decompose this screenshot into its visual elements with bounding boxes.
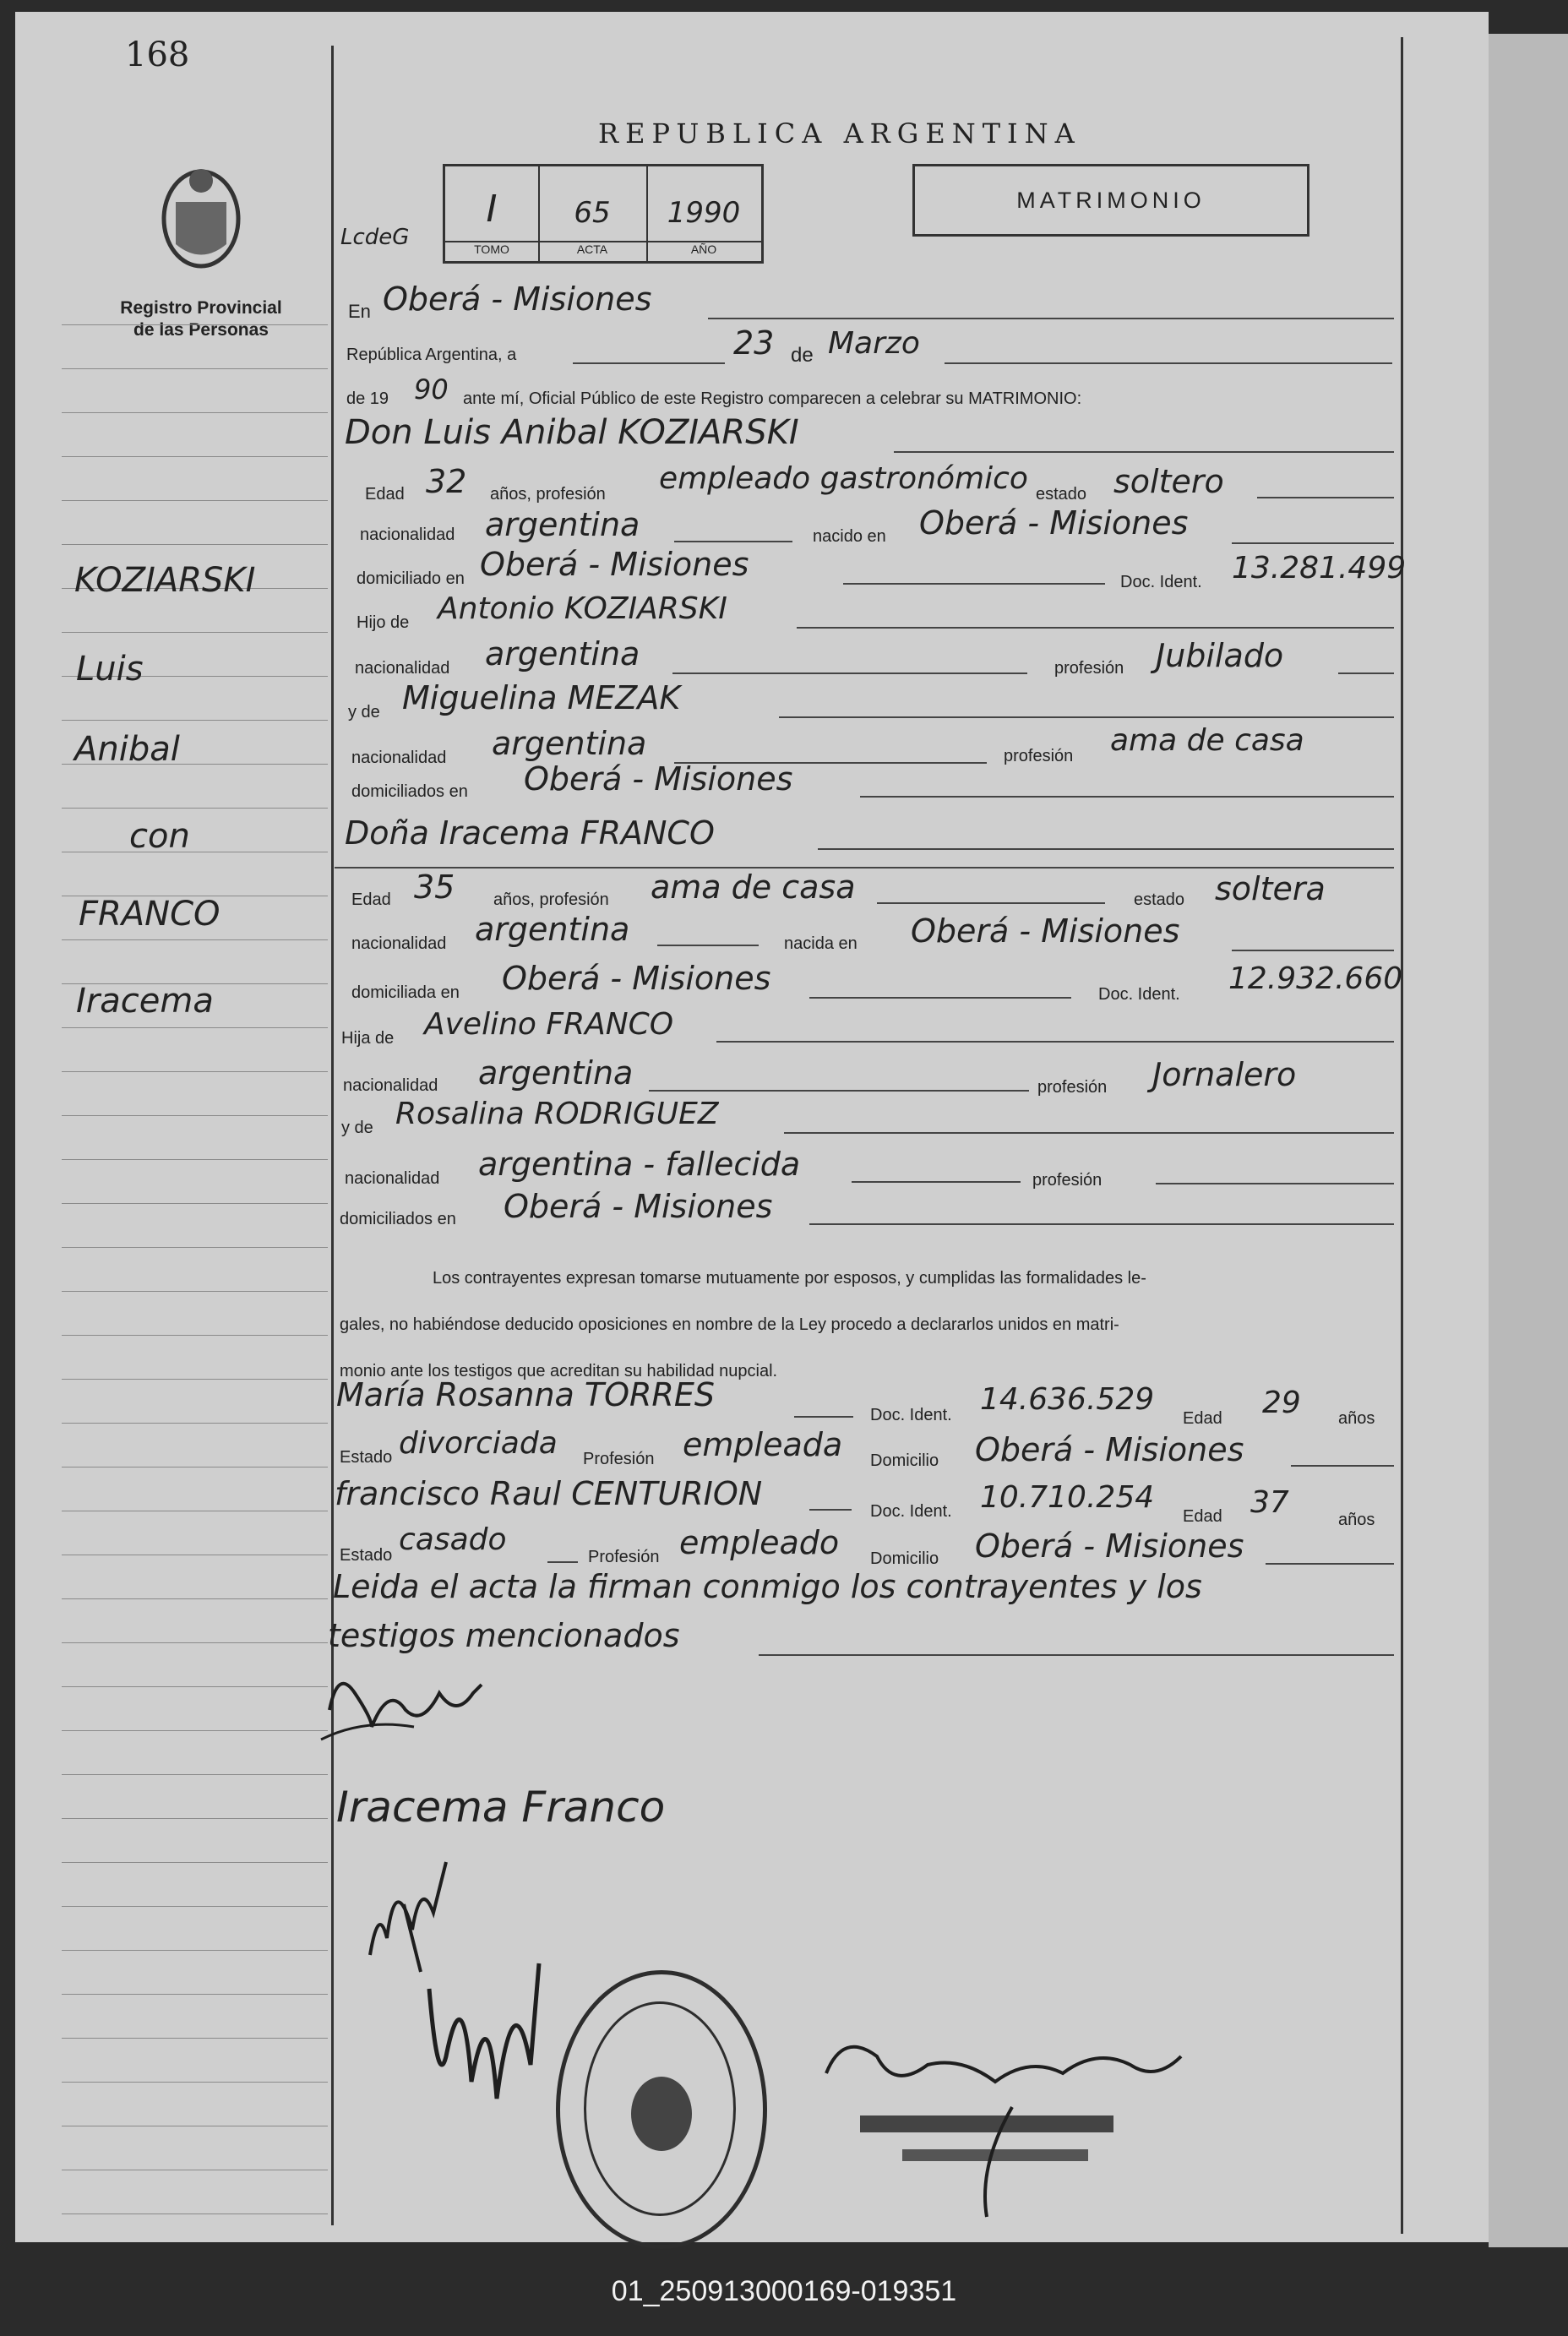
- profesion-label: profesión: [1032, 1171, 1102, 1190]
- registry-line2: de las Personas: [133, 320, 269, 340]
- groom-name: Don Luis Anibal KOZIARSKI: [345, 413, 799, 452]
- witness1-document: 14.636.529: [980, 1382, 1155, 1417]
- book-reference: [443, 164, 764, 264]
- ledger-rule: [62, 1291, 328, 1292]
- ledger-rule: [62, 2038, 328, 2039]
- witness1-name: María Rosanna TORRES: [336, 1376, 715, 1413]
- yde-label: y de: [341, 1119, 373, 1137]
- bride-domicile: Oberá - Misiones: [502, 960, 771, 997]
- ledger-rule: [62, 1950, 328, 1951]
- ledger-rule: [62, 1598, 328, 1599]
- margin-rule: [331, 46, 334, 2225]
- declaration-line1: Los contrayentes expresan tomarse mutuamente por esposos, y cumplidas las formalidades le-: [433, 1269, 1146, 1288]
- ledger-rule: [62, 1247, 328, 1248]
- groom-domicile: Oberá - Misiones: [480, 546, 749, 583]
- margin-bride-name: Iracema: [76, 982, 214, 1021]
- doc-label: Doc. Ident.: [1098, 985, 1180, 1004]
- day-value: 23: [733, 324, 775, 362]
- bride-father-profession: Jornalero: [1152, 1056, 1297, 1093]
- page-number: 168: [125, 35, 190, 74]
- bride-father: Avelino FRANCO: [424, 1007, 674, 1042]
- domicilio-label: Domicilio: [870, 1451, 939, 1470]
- ledger-rule: [62, 544, 328, 545]
- domiciliados-label: domiciliados en: [351, 782, 468, 801]
- ledger-rule: [62, 1423, 328, 1424]
- mother-profession: ama de casa: [1110, 723, 1304, 758]
- edad-label: Edad: [365, 485, 405, 504]
- domiciliada-label: domiciliada en: [351, 983, 460, 1002]
- yde-label: y de: [348, 703, 380, 721]
- estado-label: estado: [1134, 890, 1185, 909]
- bride-age: 35: [414, 869, 455, 906]
- nacido-label: nacido en: [813, 527, 886, 546]
- groom-birthplace: Oberá - Misiones: [919, 504, 1189, 542]
- ano-label: AÑO: [690, 242, 717, 256]
- ledger-rule: [62, 1730, 328, 1731]
- country-title: REPUBLICA ARGENTINA: [598, 117, 1081, 150]
- groom-nationality: argentina: [485, 506, 640, 543]
- bride-estado: soltera: [1215, 870, 1326, 907]
- edad-label: Edad: [1183, 1507, 1222, 1526]
- witness2-age: 37: [1250, 1485, 1289, 1520]
- acta-value: 65: [574, 196, 611, 230]
- ledger-rule: [62, 632, 328, 633]
- father-profession: Jubilado: [1156, 637, 1284, 674]
- groom-signature: [313, 1659, 515, 1752]
- doc-label: Doc. Ident.: [870, 1502, 952, 1521]
- hija-label: Hija de: [341, 1029, 395, 1048]
- groom-mother: Miguelina MEZAK: [402, 679, 681, 716]
- image-filename: 01_250913000169-019351: [611, 2275, 957, 2307]
- declaration-line2: gales, no habiéndose deducido oposiciones en nombre de la Ley procedo a declararlos unidos en matri-: [340, 1315, 1119, 1334]
- bride-signature: Iracema Franco: [336, 1783, 666, 1832]
- doc-label: Doc. Ident.: [870, 1406, 952, 1424]
- anos-label: años: [1338, 1409, 1375, 1428]
- ledger-rule: [62, 1862, 328, 1863]
- bride-mother: Rosalina RODRIGUEZ: [395, 1097, 719, 1131]
- ledger-rule: [62, 1071, 328, 1072]
- stamp-seal-icon: [619, 2067, 704, 2160]
- anos-prof-label: años, profesión: [490, 485, 606, 504]
- witness2-estado: casado: [399, 1522, 507, 1557]
- estado-label: estado: [1036, 485, 1087, 504]
- nacida-label: nacida en: [784, 934, 858, 953]
- witness1-estado: divorciada: [399, 1426, 558, 1461]
- witness2-name: francisco Raul CENTURION: [335, 1475, 763, 1512]
- ledger-rule: [62, 1818, 328, 1819]
- groom-estado: soltero: [1113, 463, 1224, 500]
- declaration-line3: monio ante los testigos que acreditan su habilidad nupcial.: [340, 1362, 778, 1380]
- bride-birthplace: Oberá - Misiones: [911, 912, 1180, 950]
- nac-label: nacionalidad: [351, 934, 447, 953]
- nac-label: nacionalidad: [360, 525, 455, 544]
- rep-label: República Argentina, a: [346, 346, 517, 364]
- ledger-rule: [62, 2082, 328, 2083]
- bride-parents-domicile: Oberá - Misiones: [504, 1188, 773, 1225]
- nac-label: nacionalidad: [351, 749, 447, 767]
- officer-signature: [809, 2023, 1215, 2225]
- registry-stamp: [556, 1970, 767, 2249]
- act-type-box: [912, 164, 1309, 237]
- witness1-age: 29: [1262, 1386, 1301, 1420]
- groom-profession: empleado gastronómico: [659, 461, 1028, 496]
- ledger-rule: [62, 1686, 328, 1687]
- groom-parents-domicile: Oberá - Misiones: [524, 760, 793, 798]
- estado-label-w: Estado: [340, 1448, 393, 1467]
- ledger-rule: [62, 720, 328, 721]
- edad-label: Edad: [1183, 1409, 1222, 1428]
- nac-label: nacionalidad: [343, 1076, 438, 1095]
- groom-age: 32: [426, 463, 467, 500]
- ledger-rule: [62, 500, 328, 501]
- witness2-profession: empleado: [679, 1524, 840, 1561]
- domiciliados-label: domiciliados en: [340, 1210, 456, 1228]
- intro-text: ante mí, Oficial Público de este Registro comparecen a celebrar su MATRIMONIO:: [463, 389, 1082, 408]
- nac-label: nacionalidad: [345, 1169, 440, 1188]
- ledger-rule: [62, 1159, 328, 1160]
- estado-label-w: Estado: [340, 1546, 393, 1565]
- ledger-rule: [62, 2213, 328, 2214]
- acta-label: ACTA: [576, 242, 608, 256]
- place-value: Oberá - Misiones: [383, 280, 652, 318]
- anos-label: años: [1338, 1511, 1375, 1529]
- profesion-label: profesión: [1037, 1078, 1108, 1097]
- registry-label: [108, 297, 294, 341]
- ledger-rule: [62, 1994, 328, 1995]
- ledger-rule: [62, 456, 328, 457]
- edad-label: Edad: [351, 890, 391, 909]
- coat-of-arms-icon: [150, 160, 252, 286]
- profesion-label-w: Profesión: [583, 1450, 655, 1468]
- bride-nationality: argentina: [475, 911, 630, 948]
- profesion-label: profesión: [1004, 747, 1074, 765]
- de-label: de: [791, 344, 814, 367]
- profesion-label: profesión: [1054, 659, 1124, 678]
- act-type: MATRIMONIO: [1016, 188, 1206, 213]
- ano-value: 1990: [667, 196, 741, 230]
- bride-document: 12.932.660: [1228, 961, 1403, 996]
- margin-con: con: [129, 817, 190, 856]
- tomo-value: I: [486, 188, 498, 231]
- register-page: [15, 12, 1489, 2242]
- nac-label: nacionalidad: [355, 659, 450, 678]
- witness2-signature: [412, 1955, 564, 2124]
- mother-nationality: argentina: [492, 725, 647, 762]
- witness2-domicile: Oberá - Misiones: [975, 1527, 1244, 1565]
- ledger-rule: [62, 324, 328, 325]
- ledger-rule: [62, 1642, 328, 1643]
- witness2-document: 10.710.254: [980, 1480, 1155, 1515]
- ledger-rule: [62, 368, 328, 369]
- tomo-label: TOMO: [474, 242, 509, 256]
- bride-profession: ama de casa: [651, 869, 856, 906]
- profesion-label-w: Profesión: [588, 1548, 660, 1566]
- domic-label: domiciliado en: [357, 569, 465, 588]
- bride-father-nationality: argentina: [478, 1054, 634, 1092]
- en-label: En: [348, 301, 371, 322]
- groom-document: 13.281.499: [1232, 551, 1407, 585]
- facing-page: [1489, 34, 1568, 2247]
- registry-line1: Registro Provincial: [120, 298, 282, 318]
- book-code: LcdeG: [340, 225, 410, 250]
- margin-name-2: Anibal: [74, 730, 180, 769]
- hijo-label: Hijo de: [357, 613, 410, 632]
- bride-name: Doña Iracema FRANCO: [345, 814, 715, 852]
- month-value: Marzo: [828, 326, 920, 361]
- ledger-rule: [62, 1335, 328, 1336]
- ledger-rule: [62, 939, 328, 940]
- witness1-profession: empleada: [683, 1426, 843, 1463]
- ledger-rule: [62, 1027, 328, 1028]
- year-suffix: 90: [414, 373, 449, 406]
- groom-father: Antonio KOZIARSKI: [438, 591, 727, 626]
- closing-line2: testigos mencionados: [328, 1617, 680, 1654]
- ledger-rule: [62, 1379, 328, 1380]
- year-prefix: de 19: [346, 389, 389, 408]
- ledger-rule: [62, 1115, 328, 1116]
- ledger-rule: [62, 808, 328, 809]
- right-rule: [1401, 37, 1403, 2234]
- margin-name-1: Luis: [76, 650, 144, 689]
- bride-mother-nationality: argentina - fallecida: [478, 1146, 801, 1183]
- anos-prof-label: años, profesión: [493, 890, 609, 909]
- closing-line1: Leida el acta la firman conmigo los contrayentes y los: [333, 1568, 1202, 1605]
- father-nationality: argentina: [485, 635, 640, 672]
- ledger-rule: [62, 412, 328, 413]
- ledger-rule: [62, 1203, 328, 1204]
- domicilio-label: Domicilio: [870, 1549, 939, 1568]
- doc-label: Doc. Ident.: [1120, 573, 1202, 591]
- margin-surname: KOZIARSKI: [74, 561, 256, 600]
- declaration-text: [340, 1255, 1396, 1395]
- ledger-rule: [62, 1906, 328, 1907]
- witness1-domicile: Oberá - Misiones: [975, 1431, 1244, 1468]
- margin-bride-surname: FRANCO: [79, 895, 220, 934]
- ledger-rule: [62, 1774, 328, 1775]
